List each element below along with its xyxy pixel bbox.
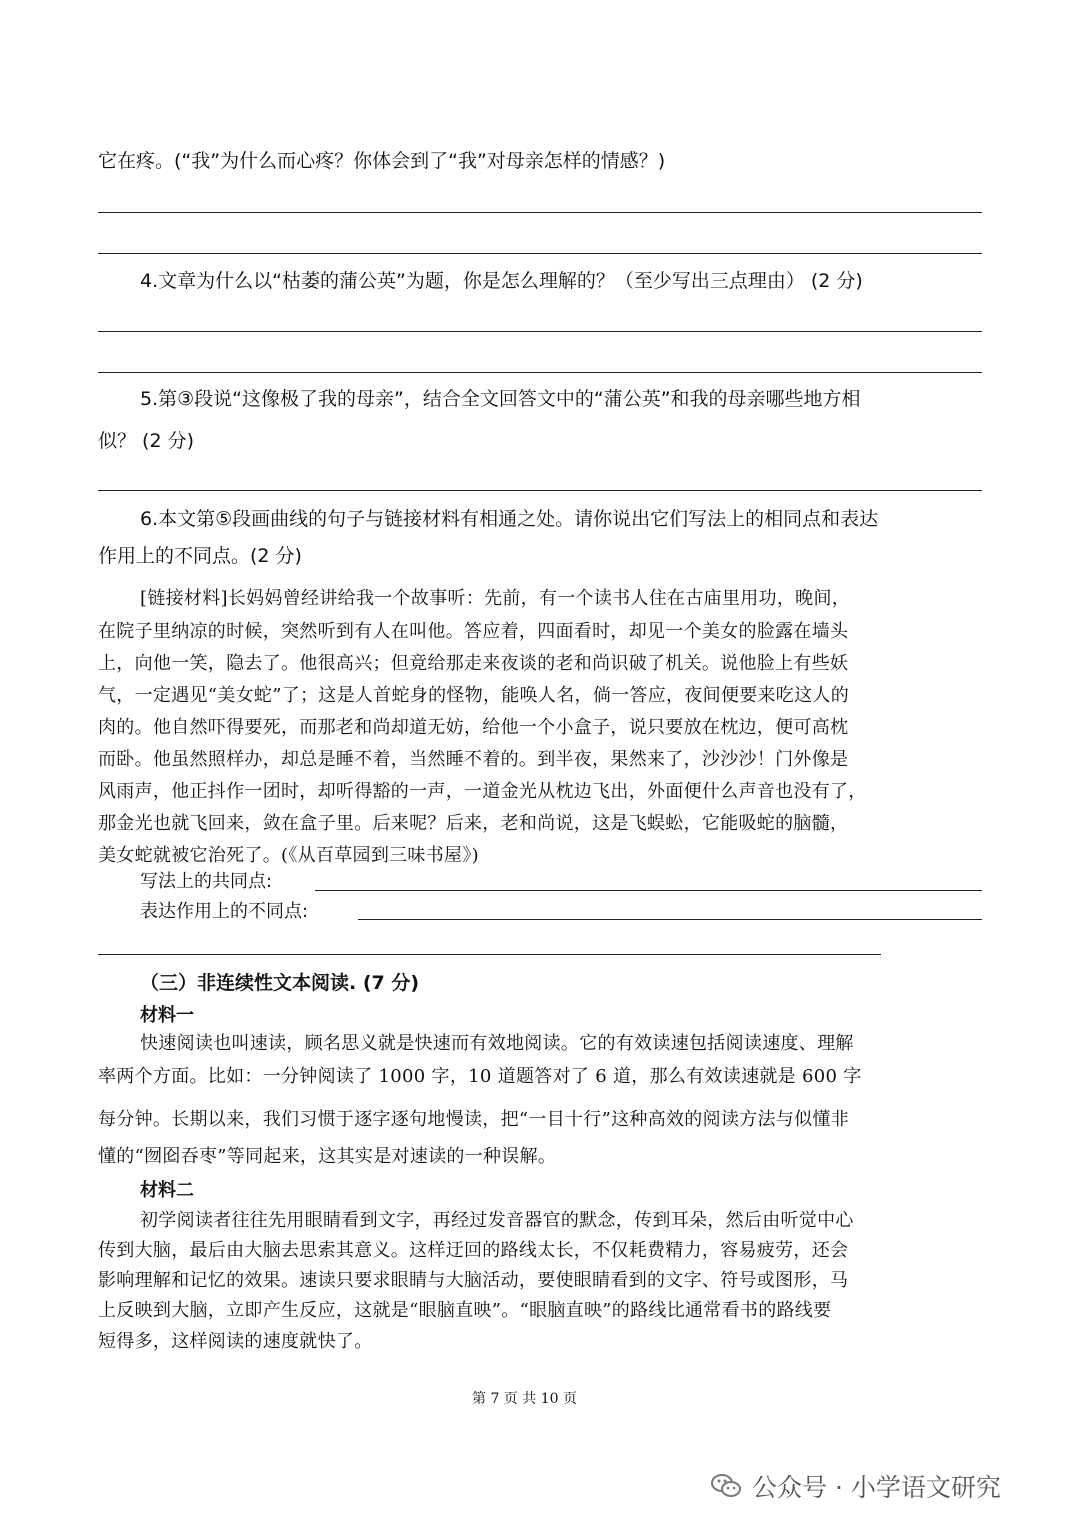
link-material-line: 美女蛇就被它治死了。(《从百草园到三味书屋》) — [98, 845, 479, 866]
link-material-line: 风雨声，他正抖作一团时，却听得豁的一声，一道金光从枕边飞出，外面便什么声音也没有了， — [98, 781, 867, 802]
material-2-line: 初学阅读者往往先用眼睛看到文字，再经过发音器官的默念，传到耳朵，然后由听觉中心 — [140, 1210, 854, 1231]
same-point-answer-line[interactable] — [315, 890, 982, 891]
material-2-line: 影响理解和记忆的效果。速读只要求眼睛与大脑活动，要使眼睛看到的文字、符号或图形，马 — [98, 1270, 849, 1291]
watermark — [710, 1468, 1001, 1504]
answer-line — [98, 954, 881, 955]
question-5-line-1: 5.第③段说“这像极了我的母亲”，结合全文回答文中的“蒲公英”和我的母亲哪些地方相 — [140, 388, 861, 410]
material-1-line: 率两个方面。比如：一分钟阅读了 1000 字，10 道题答对了 6 道，那么有效读速就是 600 字 — [98, 1066, 862, 1087]
material-1-title: 材料一 — [140, 1005, 194, 1026]
link-material-line: 那金光也就飞回来，敛在盒子里。后来呢？后来，老和尚说，这是飞蜈蚣，它能吸蛇的脑髓， — [98, 813, 849, 834]
material-2-line: 上反映到大脑，立即产生反应，这就是“眼脑直映”。“眼脑直映”的路线比通常看书的路线要 — [98, 1300, 832, 1321]
same-point-label: 写法上的共同点: — [140, 871, 273, 892]
material-1-line: 快速阅读也叫速读，顾名思义就是快速而有效地阅读。它的有效读速包括阅读速度、理解 — [140, 1033, 854, 1054]
answer-line — [98, 253, 982, 254]
different-point-answer-line[interactable] — [358, 919, 982, 920]
different-point-label: 表达作用上的不同点: — [140, 901, 309, 922]
link-material-line: 而卧。他虽然照样办，却总是睡不着，当然睡不着的。到半夜，果然来了，沙沙沙！门外像是 — [98, 749, 849, 770]
material-1-line: 每分钟。长期以来，我们习惯于逐字逐句地慢读，把“一目十行”这种高效的阅读方法与似懂非 — [98, 1109, 849, 1130]
material-1-line: 懂的“囫囵吞枣”等同起来，这其实是对速读的一种误解。 — [98, 1146, 557, 1167]
question-5-line-2: 似？ (2 分) — [98, 430, 194, 452]
wechat-icon — [710, 1470, 742, 1502]
material-2-line: 传到大脑，最后由大脑去思索其意义。这样迂回的路线太长，不仅耗费精力，容易疲劳，还会 — [98, 1240, 849, 1261]
section-3-title: （三）非连续性文本阅读. (7 分) — [140, 972, 420, 994]
question-6-line-1: 6.本文第⑤段画曲线的句子与链接材料有相通之处。请你说出它们写法上的相同点和表达 — [140, 508, 879, 530]
answer-line — [98, 331, 982, 332]
answer-line — [98, 372, 982, 373]
question-4: 4.文章为什么以“枯萎的蒲公英”为题，你是怎么理解的？（至少写出三点理由） (2 分) — [140, 270, 863, 292]
link-material-line: 上，向他一笑，隐去了。他很高兴；但竟给那走来夜谈的老和尚识破了机关。说他脸上有些妖 — [98, 653, 849, 674]
answer-line — [98, 212, 982, 213]
question-3-tail: 它在疼。(“我”为什么而心疼？你体会到了“我”对母亲怎样的情感？) — [98, 150, 666, 172]
link-material-line: 在院子里纳凉的时候，突然听到有人在叫他。答应着，四面看时，却见一个美女的脸露在墙头 — [98, 621, 849, 642]
link-material-line: 肉的。他自然吓得要死，而那老和尚却道无妨，给他一个小盒子，说只要放在枕边，便可高枕 — [98, 717, 849, 738]
material-2-title: 材料二 — [140, 1180, 194, 1201]
page-number: 第 7 页 共 10 页 — [472, 1391, 577, 1407]
material-2-line: 短得多，这样阅读的速度就快了。 — [98, 1331, 373, 1352]
answer-line — [98, 490, 982, 491]
link-material-line: 气，一定遇见“美女蛇”了；这是人首蛇身的怪物，能唤人名，倘一答应，夜间便要来吃这人的 — [98, 685, 849, 706]
link-material-line: [链接材料]长妈妈曾经讲给我一个故事听：先前，有一个读书人住在古庙里用功，晚间， — [140, 588, 851, 609]
watermark-text: 公众号 · 小学语文研究 — [752, 1473, 1001, 1502]
question-6-line-2: 作用上的不同点。(2 分) — [98, 545, 302, 567]
